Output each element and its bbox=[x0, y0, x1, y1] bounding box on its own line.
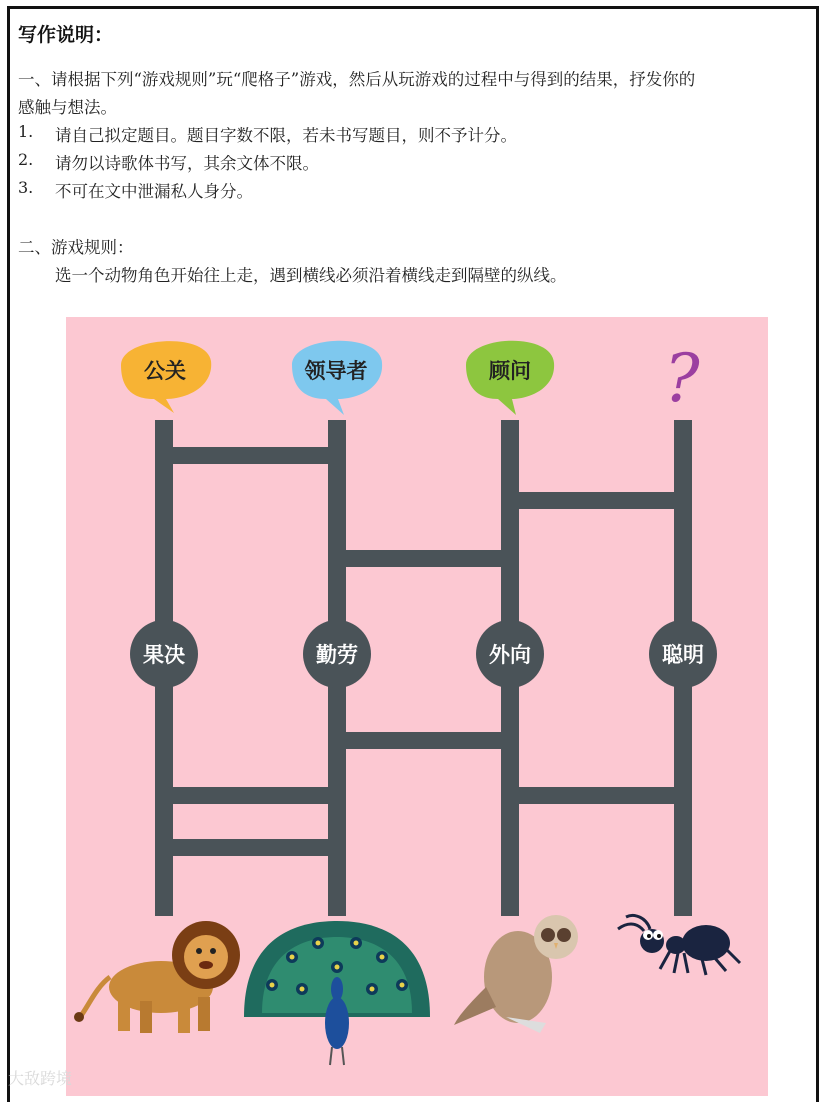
track-rung bbox=[164, 839, 337, 856]
part1-heading-line2: 感触与想法。 bbox=[18, 98, 117, 117]
list-item-number: 1. bbox=[18, 122, 34, 141]
svg-text:?: ? bbox=[664, 340, 700, 417]
trait-label: 外向 bbox=[489, 643, 531, 667]
track-rung bbox=[164, 787, 337, 804]
track-rung bbox=[337, 550, 510, 567]
list-item-text: 不可在文中泄漏私人身分。 bbox=[55, 182, 253, 201]
list-item-text: 请勿以诗歌体书写，其余文体不限。 bbox=[55, 154, 319, 173]
track-rung bbox=[510, 787, 683, 804]
trait-label: 聪明 bbox=[662, 643, 704, 667]
part2-heading: 二、游戏规则： bbox=[18, 238, 134, 257]
list-item-text: 请自己拟定题目。题目字数不限，若未书写题目，则不予计分。 bbox=[55, 126, 517, 145]
ladder-game-svg bbox=[66, 317, 768, 1096]
track-rung bbox=[337, 732, 510, 749]
track-rung bbox=[510, 492, 683, 509]
track-rung bbox=[164, 447, 337, 464]
game-rule-text: 选一个动物角色开始往上走，遇到横线必须沿着横线走到隔壁的纵线。 bbox=[55, 266, 567, 285]
watermark-text: 大敌跨境 bbox=[8, 1069, 73, 1088]
instructions-title: 写作说明： bbox=[18, 24, 114, 46]
list-item-number: 2. bbox=[18, 150, 34, 169]
trait-label: 果决 bbox=[143, 643, 185, 667]
ladder-game-illustration bbox=[66, 317, 768, 1096]
question-mark-icon bbox=[664, 340, 700, 417]
bubble-label: 公关 bbox=[144, 359, 186, 383]
list-item-number: 3. bbox=[18, 178, 34, 197]
bubble-label: 领导者 bbox=[304, 359, 368, 383]
part1-heading-line1: 一、请根据下列“游戏规则”玩“爬格子”游戏，然后从玩游戏的过程中与得到的结果，抒发你的 bbox=[18, 70, 696, 89]
trait-label: 勤劳 bbox=[316, 643, 358, 667]
bubble-label: 顾问 bbox=[489, 359, 531, 383]
